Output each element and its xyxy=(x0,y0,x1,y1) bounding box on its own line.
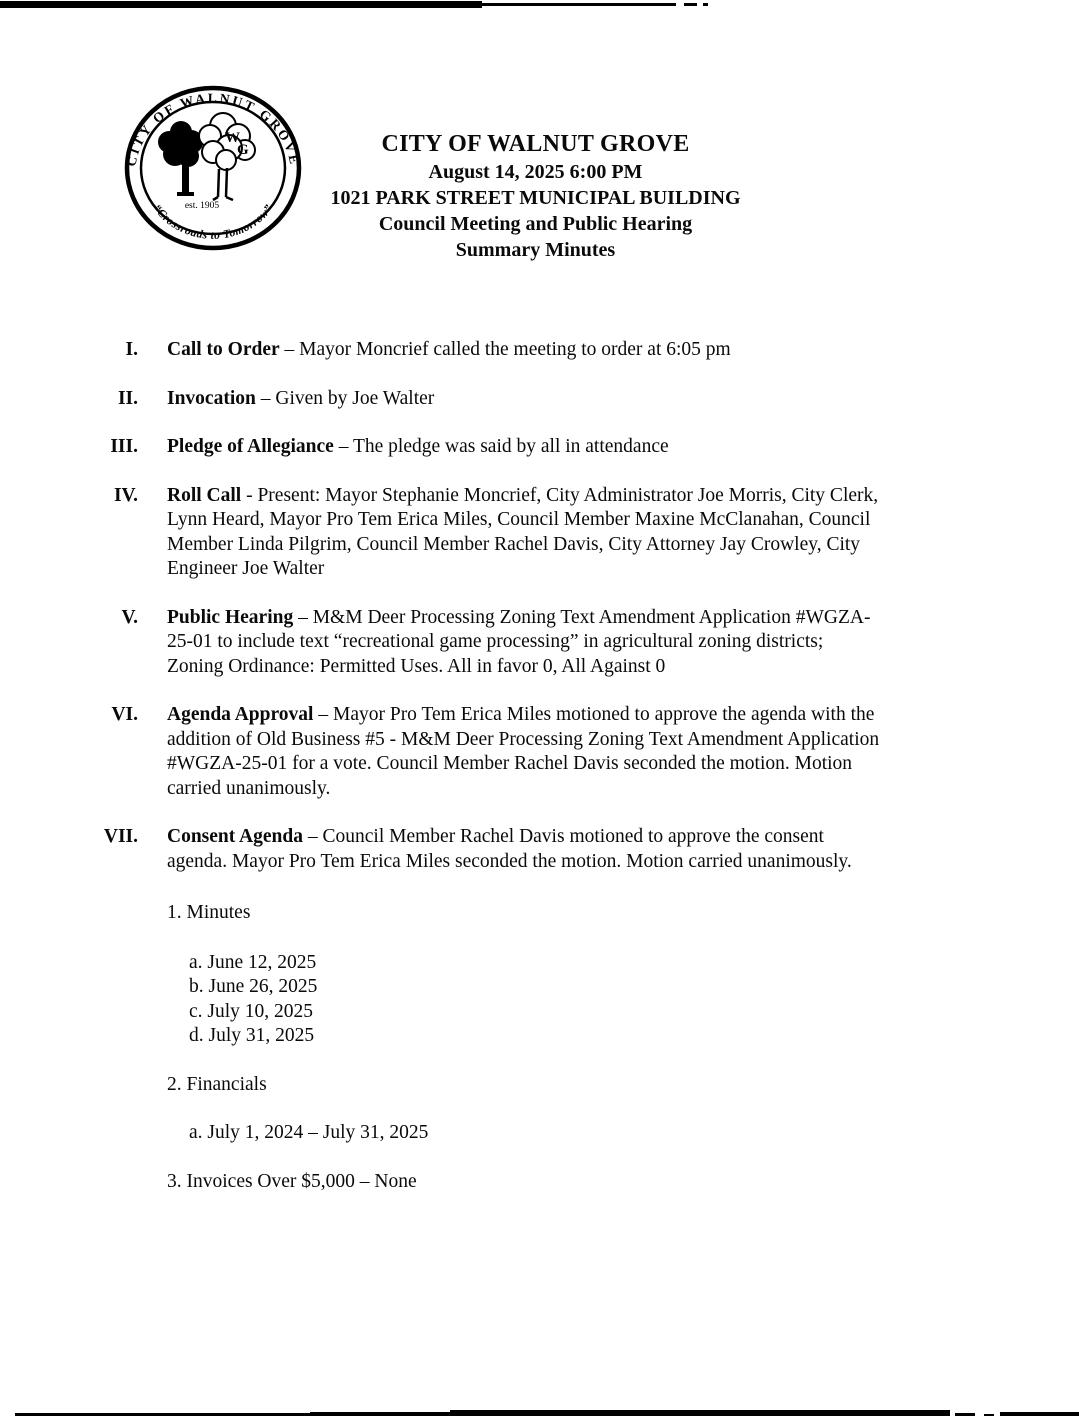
item-heading: Pledge of Allegiance xyxy=(167,436,334,457)
meeting-address: 1021 PARK STREET MUNICIPAL BUILDING xyxy=(330,187,741,209)
list-item: a. July 1, 2024 – July 31, 2025 xyxy=(189,1122,429,1143)
item-text: #WGZA-25-01 for a vote. Council Member Rachel Davis seconded the motion. Motion xyxy=(167,753,853,774)
consent-invoices-label: 3. Invoices Over $5,000 – None xyxy=(167,1170,417,1192)
agenda-item-invocation xyxy=(96,387,952,412)
item-text: – Mayor Pro Tem Erica Miles motioned to approve the agenda with the xyxy=(318,704,875,725)
item-numeral: II. xyxy=(117,387,138,409)
meeting-datetime: August 14, 2025 6:00 PM xyxy=(428,161,643,183)
agenda-item-agenda-approval xyxy=(96,703,952,801)
scan-artifact-bottom xyxy=(450,1410,950,1416)
document-type: Summary Minutes xyxy=(455,239,616,261)
item-heading: Invocation xyxy=(167,387,256,409)
item-text: Member Linda Pilgrim, Council Member Rachel Davis, City Attorney Jay Crowley, City xyxy=(167,533,861,555)
consent-minutes-list xyxy=(189,951,952,1049)
scan-artifact-bottom xyxy=(15,1413,311,1416)
scan-artifact-top xyxy=(703,3,708,6)
item-numeral: V. xyxy=(121,606,138,628)
item-text: - Present: Mayor Stephanie Moncrief, City Administrator Joe Morris, City Clerk, xyxy=(246,484,879,506)
scan-artifact-top xyxy=(684,3,697,6)
item-heading: Agenda Approval xyxy=(167,704,314,725)
item-text: 25-01 to include text “recreational game processing” in agricultural zoning districts; xyxy=(167,631,824,652)
seal-monogram-g: G xyxy=(237,142,249,158)
seal-motto-text: “Crossroads to Tomorrow” xyxy=(150,202,276,242)
item-text: carried unanimously. xyxy=(167,777,331,799)
consent-financials-list xyxy=(189,1121,952,1146)
item-text: – Council Member Rachel Davis motioned to approve the consent xyxy=(307,826,824,847)
consent-minutes-label: 1. Minutes xyxy=(167,902,251,923)
meeting-type: Council Meeting and Public Hearing xyxy=(378,213,693,235)
item-numeral: I. xyxy=(125,339,138,360)
item-text: Zoning Ordinance: Permitted Uses. All in favor 0, All Against 0 xyxy=(167,655,666,677)
item-text: – M&M Deer Processing Zoning Text Amendment Application #WGZA- xyxy=(298,606,871,628)
list-item: b. June 26, 2025 xyxy=(189,976,318,997)
agenda-item-roll-call xyxy=(96,484,952,582)
item-heading: Call to Order xyxy=(167,339,280,360)
item-numeral: VI. xyxy=(111,704,138,725)
item-text: – Given by Joe Walter xyxy=(260,387,435,409)
item-text: agenda. Mayor Pro Tem Erica Miles seconded the motion. Motion carried unanimously. xyxy=(167,850,852,872)
list-item: c. July 10, 2025 xyxy=(189,1000,314,1022)
agenda-item-pledge xyxy=(96,435,952,460)
scan-artifact-bottom xyxy=(955,1413,975,1416)
scan-artifact-bottom xyxy=(1000,1412,1079,1416)
scan-artifact-bottom xyxy=(984,1414,994,1416)
item-heading: Public Hearing xyxy=(167,606,294,628)
item-text: Engineer Joe Walter xyxy=(167,558,325,579)
scan-artifact-top xyxy=(478,3,676,6)
item-text: – Mayor Moncrief called the meeting to order at 6:05 pm xyxy=(284,339,731,360)
seal-monogram-w: W xyxy=(225,130,240,146)
agenda-list xyxy=(96,338,952,1218)
scan-artifact-bottom xyxy=(310,1412,455,1416)
item-text: addition of Old Business #5 - M&M Deer Processing Zoning Text Amendment Application xyxy=(167,728,880,750)
item-numeral: III. xyxy=(110,436,138,457)
list-item: a. June 12, 2025 xyxy=(189,951,317,973)
consent-financials-label: 2. Financials xyxy=(167,1073,267,1095)
document-header xyxy=(278,130,793,263)
scan-artifact-top xyxy=(0,1,482,8)
item-heading: Roll Call xyxy=(167,484,242,506)
page-title: CITY OF WALNUT GROVE xyxy=(381,131,690,157)
item-text: Lynn Heard, Mayor Pro Tem Erica Miles, Council Member Maxine McClanahan, Council xyxy=(167,509,871,530)
agenda-item-call-to-order xyxy=(96,338,952,363)
item-numeral: VII. xyxy=(103,826,138,847)
seal-top-text: CITY OF WALNUT GROVE xyxy=(123,90,303,168)
item-heading: Consent Agenda xyxy=(167,826,303,847)
item-text: – The pledge was said by all in attendance xyxy=(338,436,669,457)
item-numeral: IV. xyxy=(113,484,138,506)
list-item: d. July 31, 2025 xyxy=(189,1025,315,1046)
seal-est-text: est. 1905 xyxy=(184,201,220,211)
agenda-item-consent-agenda xyxy=(96,825,952,1194)
agenda-item-public-hearing xyxy=(96,606,952,680)
seal-black-tree-icon xyxy=(158,121,203,196)
